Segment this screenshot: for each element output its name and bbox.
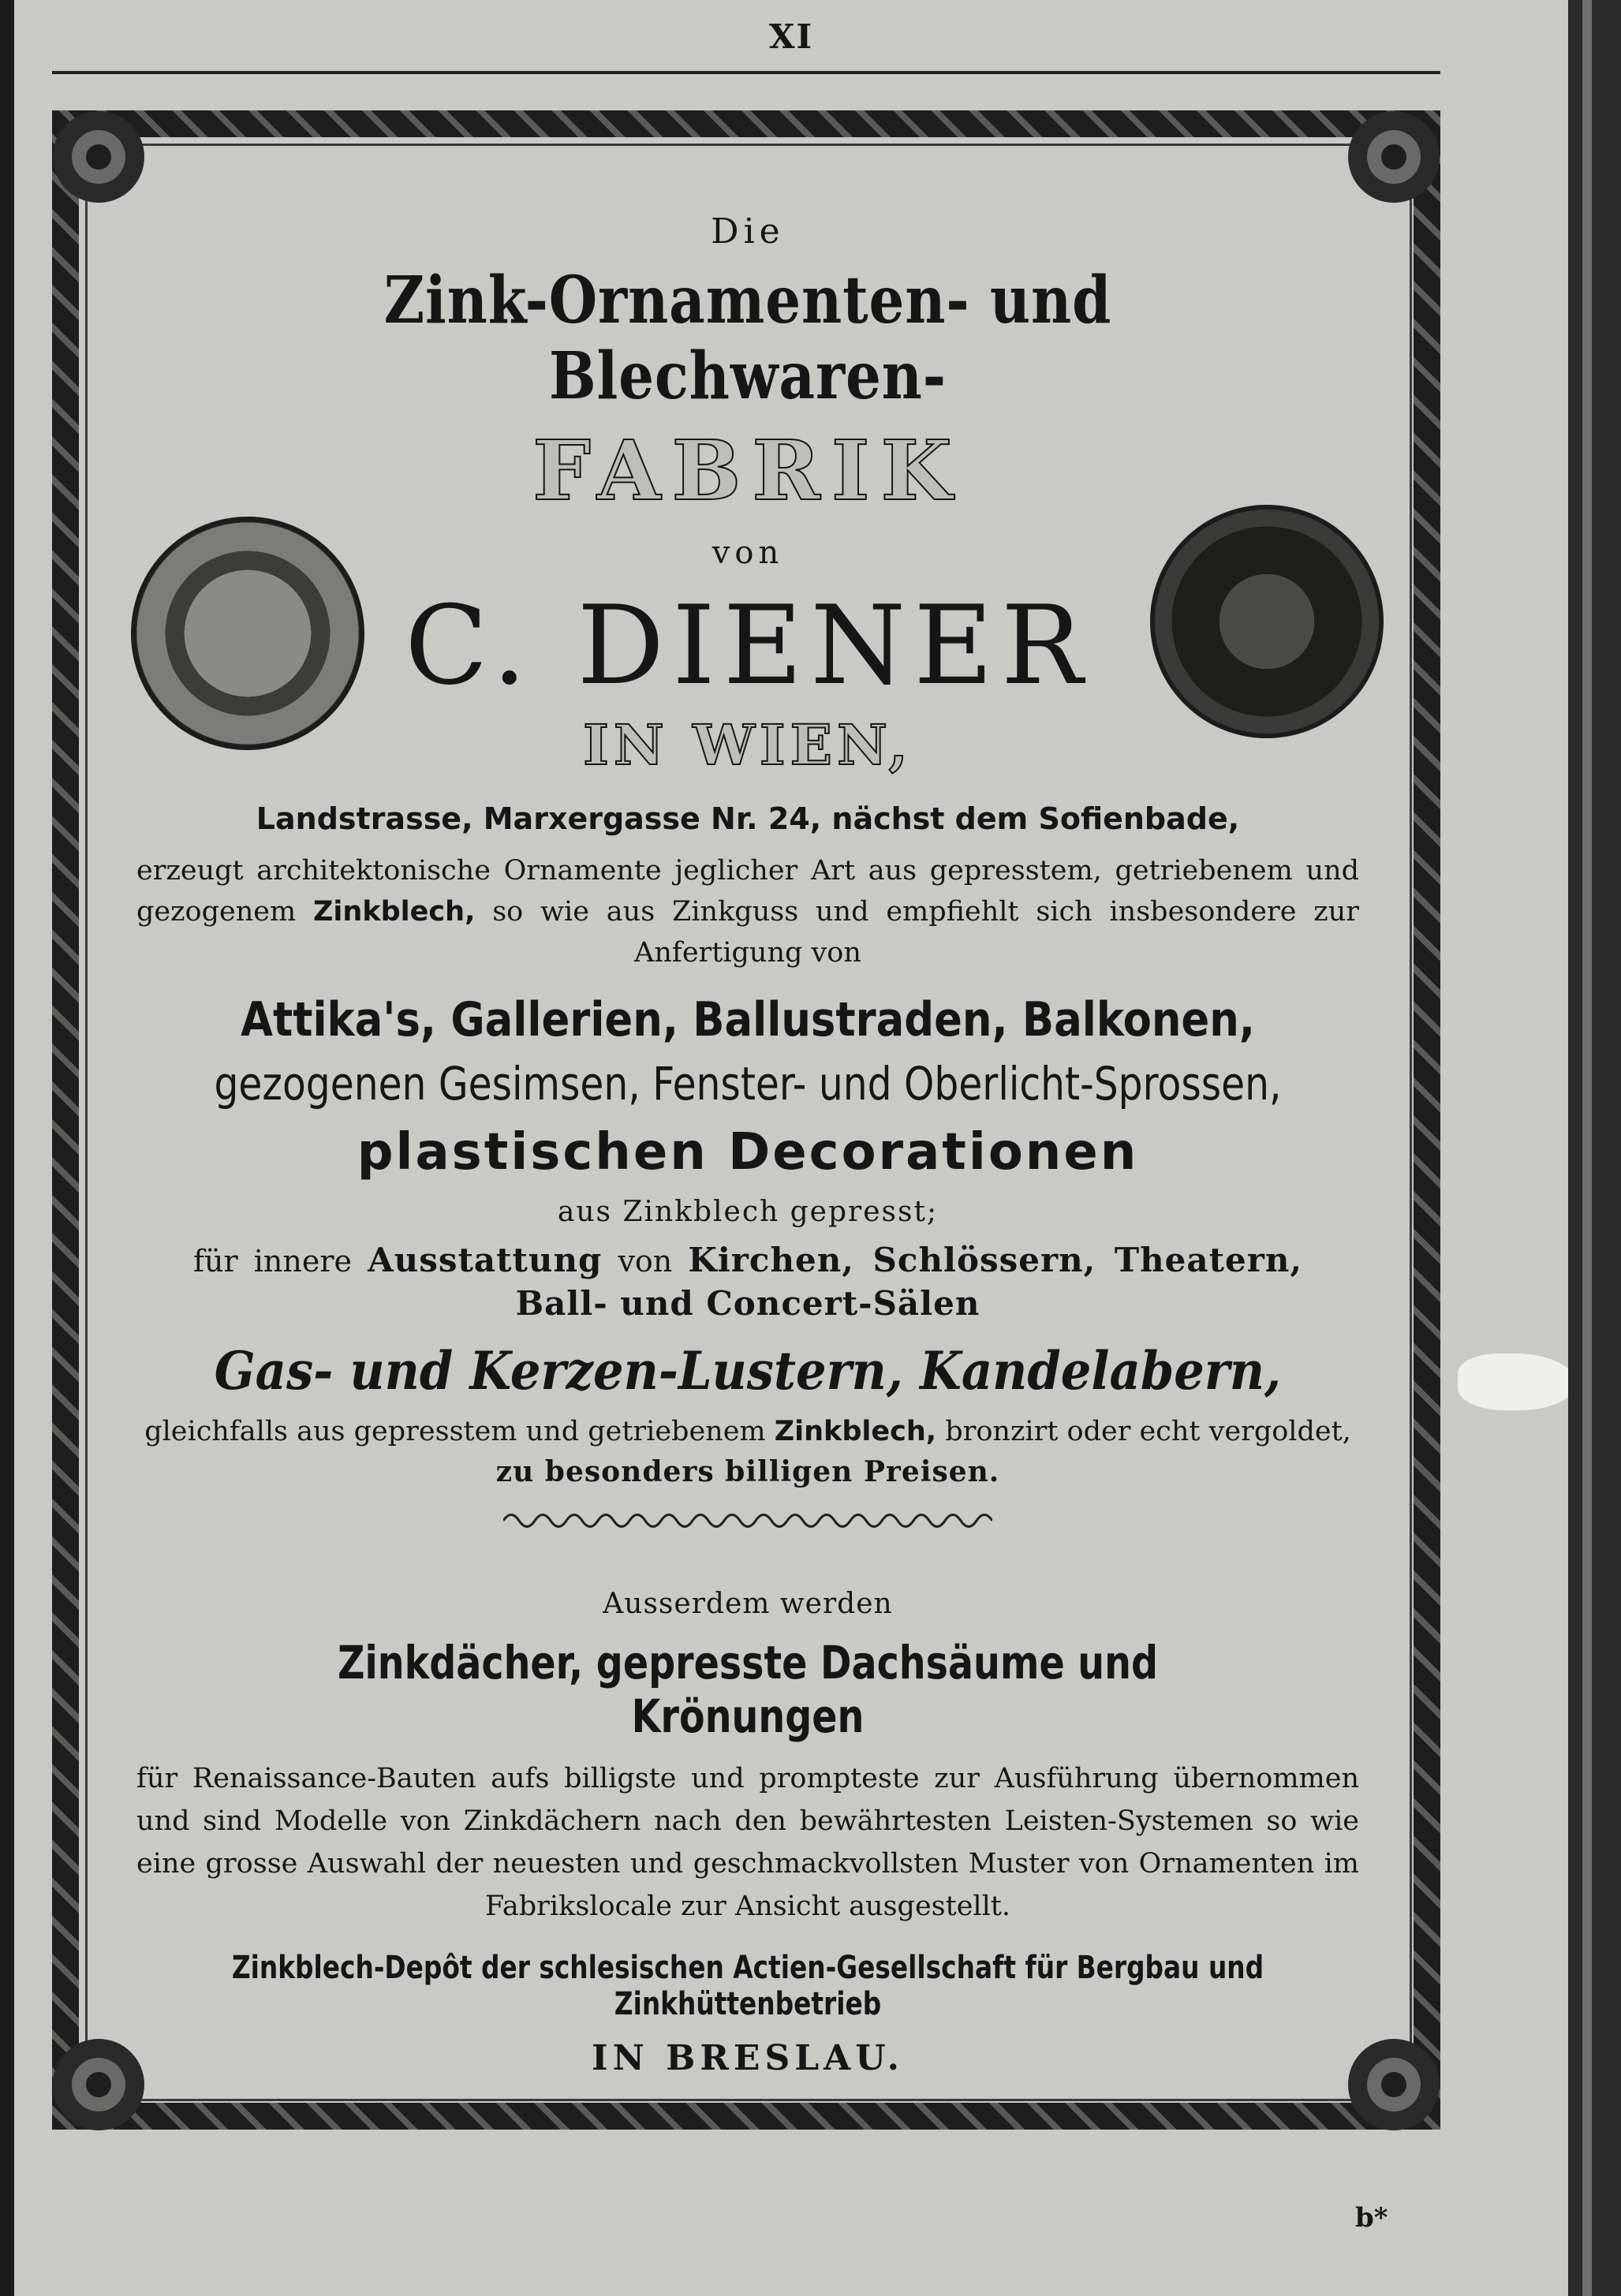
depot-line: Zinkblech-Depôt der schlesischen Actien-Gesellschaft für Bergbau und Zinkhüttenbetrieb xyxy=(231,1950,1264,2022)
wavy-divider-icon xyxy=(503,1509,992,1533)
interior-line xyxy=(109,1241,1387,1279)
para1-part: so wie aus Zinkguss und empfiehlt sich insbesondere zur Anfertigung von xyxy=(475,896,1359,969)
edge-strip xyxy=(1582,0,1592,2296)
product-line-1: Attika's, Gallerien, Ballustraden, Balkonen, xyxy=(241,992,1255,1047)
price-line: zu besonders billigen Preisen. xyxy=(495,1455,1000,1488)
interior-part: von xyxy=(602,1244,689,1279)
intro-paragraph xyxy=(136,850,1359,973)
finish-line xyxy=(109,1416,1387,1447)
para1-bold: Zinkblech, xyxy=(313,896,476,928)
interior-bold: Ausstattung xyxy=(368,1241,603,1279)
page-number: XI xyxy=(768,17,814,56)
intro-text: Die xyxy=(711,211,785,252)
material-note: aus Zinkblech gepresst; xyxy=(557,1196,939,1228)
product-line-3: plastischen Decorationen xyxy=(357,1123,1139,1182)
right-edge xyxy=(1568,0,1621,2296)
signature-mark: b* xyxy=(1355,2202,1388,2234)
page xyxy=(14,0,1568,2296)
depot-city: IN BRESLAU. xyxy=(592,2038,904,2078)
headline: Zink-Ornamenten- und Blechwaren- xyxy=(383,263,1112,414)
interior-part: für innere xyxy=(192,1244,368,1279)
paper-flaw xyxy=(1458,1353,1576,1410)
product-line-2: gezogenen Gesimsen, Fenster- und Oberlicht-Sprossen, xyxy=(214,1057,1282,1111)
top-rule xyxy=(52,71,1440,74)
finish-bold: Zinkblech, xyxy=(774,1416,937,1447)
city-name: IN WIEN, xyxy=(583,712,913,778)
address: Landstrasse, Marxergasse Nr. 24, nächst dem Sofienbade, xyxy=(256,801,1240,836)
interior-bold: Kirchen, Schlössern, Theatern, xyxy=(688,1241,1303,1279)
advertisement xyxy=(109,189,1387,2078)
von-text: von xyxy=(712,535,784,571)
additional-intro: Ausserdem werden xyxy=(603,1588,893,1620)
roof-heading: Zinkdächer, gepresste Dachsäume und Krönungen xyxy=(337,1636,1159,1743)
finish-part: bronzirt oder echt vergoldet, xyxy=(936,1416,1351,1447)
fabrik-heading: FABRIK xyxy=(532,422,963,519)
ball-line: Ball- und Concert-Sälen xyxy=(515,1284,980,1323)
finish-part: gleichfalls aus gepresstem und getriebenem xyxy=(144,1416,775,1447)
roof-paragraph: für Renaissance-Bauten aufs billigste und prompteste zur Ausführung übernommen und sind Modelle von Zinkdächern nach den bewährtesten Leisten-Systemen so wie eine grosse Auswahl der neuesten und geschmackvollsten Muster von Ornamenten im Fabrikslocale zur Ansicht ausgestellt. xyxy=(136,1763,1359,1922)
company-name: C. DIENER xyxy=(405,582,1091,709)
para1-part: erzeugt architektonische Ornamente jeglicher Art aus gepresstem, getriebenem und gezogenem xyxy=(136,855,1359,928)
chandelier-line: Gas- und Kerzen-Lustern, Kandelabern, xyxy=(214,1340,1282,1402)
